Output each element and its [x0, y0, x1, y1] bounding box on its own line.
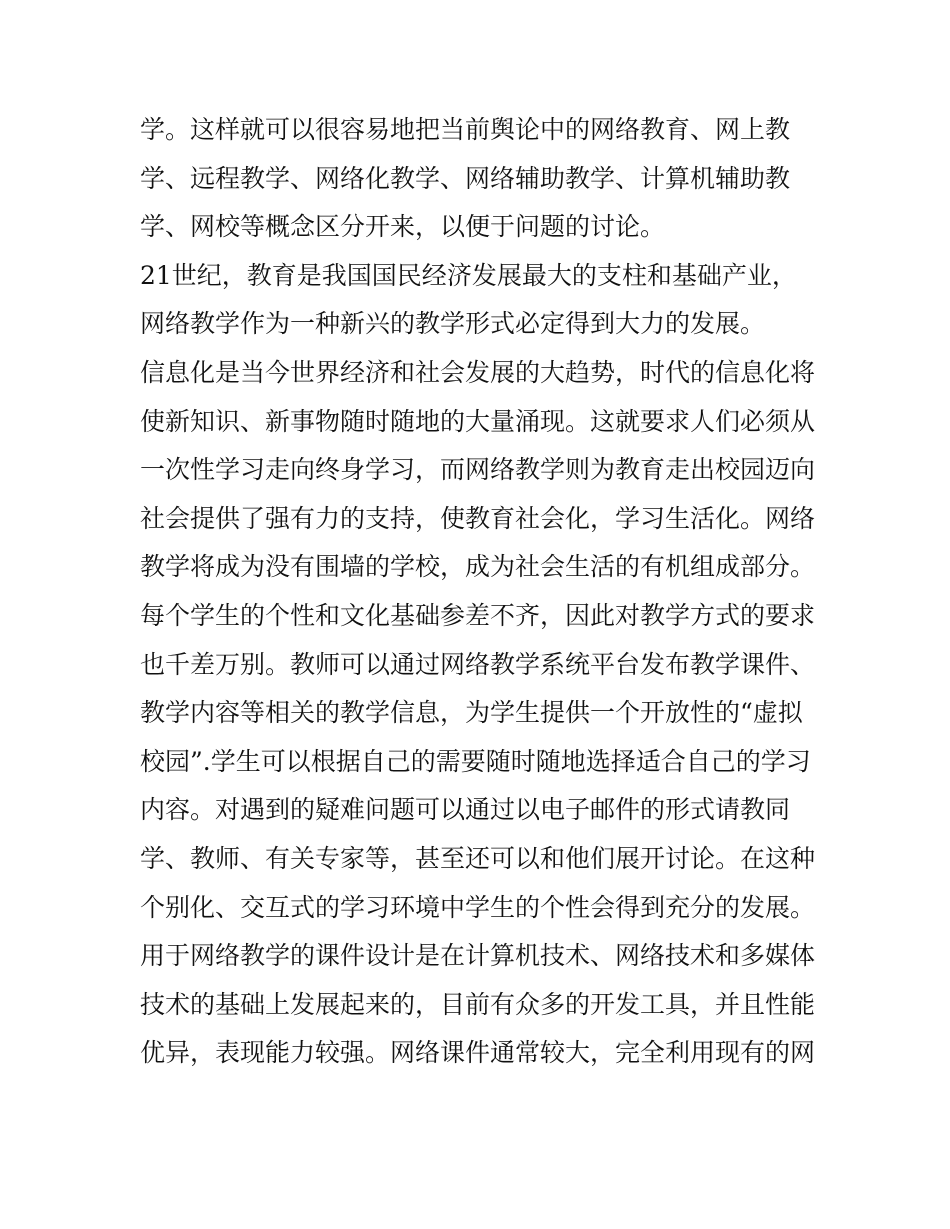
text-line: 网络教学作为一种新兴的教学形式必定得到大力的发展。 [140, 309, 766, 339]
text-line: 也千差万别。教师可以通过网络教学系统平台发布教学课件、 [140, 649, 816, 679]
text-line: 个别化、交互式的学习环境中学生的个性会得到充分的发展。 [140, 892, 816, 922]
text-line: 教学将成为没有围墙的学校，成为社会生活的有机组成部分。 [140, 552, 816, 582]
text-line: 学。这样就可以很容易地把当前舆论中的网络教育、网上教 [140, 115, 791, 144]
text-line: 学、教师、有关专家等，甚至还可以和他们展开讨论。在这种 [140, 843, 816, 873]
text-line: 技术的基础上发展起来的，目前有众多的开发工具，并且性能 [140, 989, 816, 1019]
text-line: 教学内容等相关的教学信息，为学生提供一个开放性的“虚拟 [140, 698, 803, 728]
text-line: 校园”.学生可以根据自己的需要随时随地选择适合自己的学习 [140, 746, 811, 776]
body-text [140, 106, 820, 1078]
text-line: 社会提供了强有力的支持，使教育社会化，学习生活化。网络 [140, 503, 816, 533]
text-line: 优异，表现能力较强。网络课件通常较大，完全利用现有的网 [140, 1038, 816, 1068]
text-line: 学、网校等概念区分开来，以便于问题的讨论。 [140, 212, 666, 242]
text-line: 内容。对遇到的疑难问题可以通过以电子邮件的形式请教同 [140, 795, 791, 825]
text-line: 每个学生的个性和文化基础参差不齐，因此对教学方式的要求 [140, 600, 816, 630]
text-line: 学、远程教学、网络化教学、网络辅助教学、计算机辅助教 [140, 163, 791, 193]
text-line: 21世纪，教育是我国国民经济发展最大的支柱和基础产业， [140, 260, 797, 290]
text-line: 用于网络教学的课件设计是在计算机技术、网络技术和多媒体 [140, 941, 816, 971]
text-line: 信息化是当今世界经济和社会发展的大趋势，时代的信息化将 [140, 357, 816, 387]
text-line: 使新知识、新事物随时随地的大量涌现。这就要求人们必须从 [140, 406, 816, 436]
text-line: 一次性学习走向终身学习，而网络教学则为教育走出校园迈向 [140, 455, 816, 485]
